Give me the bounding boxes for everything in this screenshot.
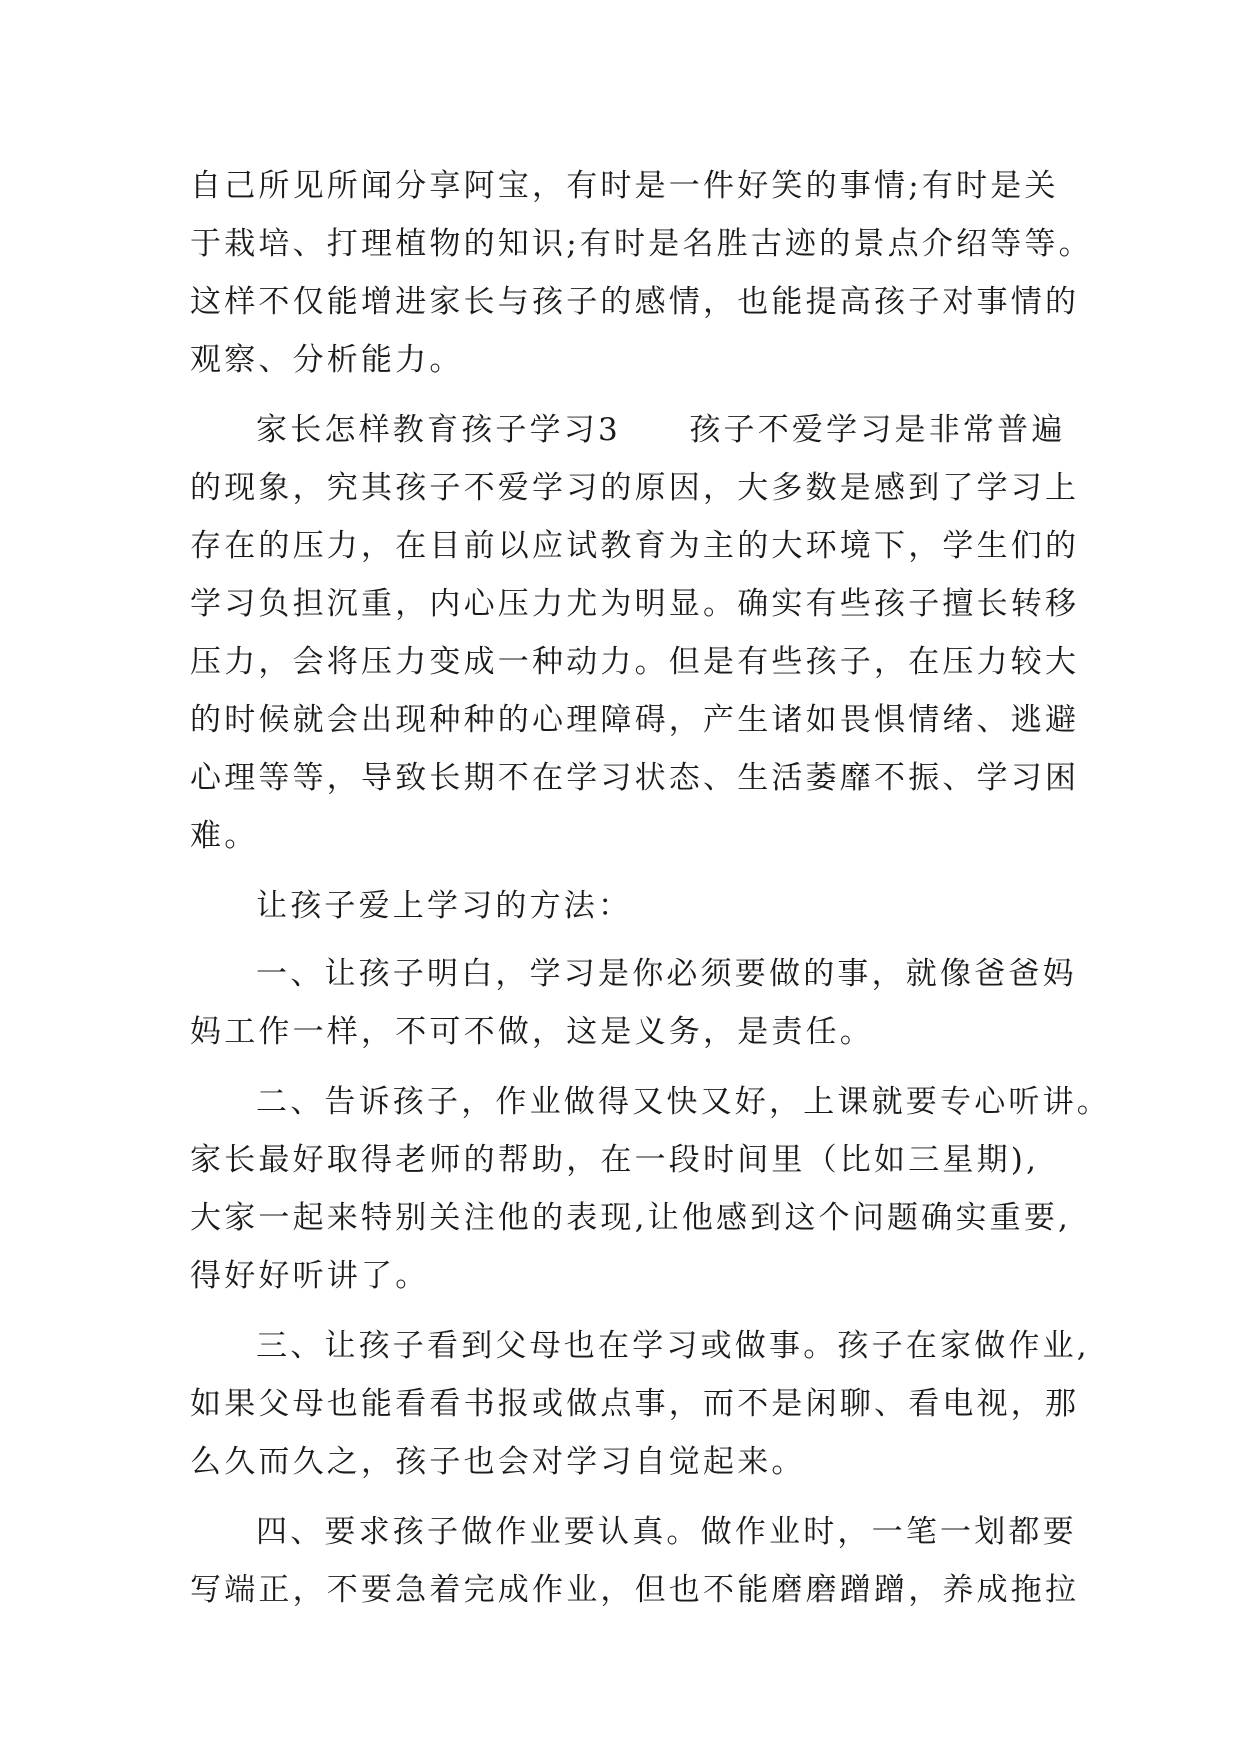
section-heading-line: 家长怎样教育孩子学习3 孩子不爱学习是非常普遍 (256, 412, 1066, 448)
text-line: 家长最好取得老师的帮助，在一段时间里（比如三星期), (190, 1142, 1040, 1178)
text-line: 的时候就会出现种种的心理障碍，产生诸如畏惧情绪、逃避 (190, 702, 1080, 738)
text-line: 一、让孩子明白，学习是你必须要做的事，就像爸爸妈 (256, 956, 1077, 992)
text-line: 三、让孩子看到父母也在学习或做事。孩子在家做作业, (256, 1328, 1090, 1364)
text-line: 写端正，不要急着完成作业，但也不能磨磨蹭蹭，养成拖拉 (190, 1572, 1080, 1608)
text-line: 么久而久之，孩子也会对学习自觉起来。 (190, 1444, 806, 1480)
text-line: 难。 (190, 818, 259, 854)
text-line: 这样不仅能增进家长与孩子的感情，也能提高孩子对事情的 (190, 284, 1080, 320)
text-line: 二、告诉孩子，作业做得又快又好，上课就要专心听讲。 (256, 1084, 1111, 1120)
text-line: 压力，会将压力变成一种动力。但是有些孩子，在压力较大 (190, 644, 1080, 680)
text-line: 的现象，究其孩子不爱学习的原因，大多数是感到了学习上 (190, 470, 1080, 506)
text-line: 观察、分析能力。 (190, 342, 464, 378)
text-line: 大家一起来特别关注他的表现,让他感到这个问题确实重要, (190, 1200, 1072, 1236)
text-line: 自己所见所闻分享阿宝，有时是一件好笑的事情;有时是关 (190, 168, 1059, 204)
text-line: 妈工作一样，不可不做，这是义务，是责任。 (190, 1014, 874, 1050)
text-line: 如果父母也能看看书报或做点事，而不是闲聊、看电视，那 (190, 1386, 1080, 1422)
text-line: 学习负担沉重，内心压力尤为明显。确实有些孩子擅长转移 (190, 586, 1080, 622)
text-line: 让孩子爱上学习的方法： (256, 888, 633, 924)
text-line: 于栽培、打理植物的知识;有时是名胜古迹的景点介绍等等。 (190, 226, 1093, 262)
text-line: 四、要求孩子做作业要认真。做作业时，一笔一划都要 (256, 1514, 1077, 1550)
text-line: 存在的压力，在目前以应试教育为主的大环境下，学生们的 (190, 528, 1080, 564)
text-line: 得好好听讲了。 (190, 1258, 430, 1294)
text-line: 心理等等，导致长期不在学习状态、生活萎靡不振、学习困 (190, 760, 1080, 796)
